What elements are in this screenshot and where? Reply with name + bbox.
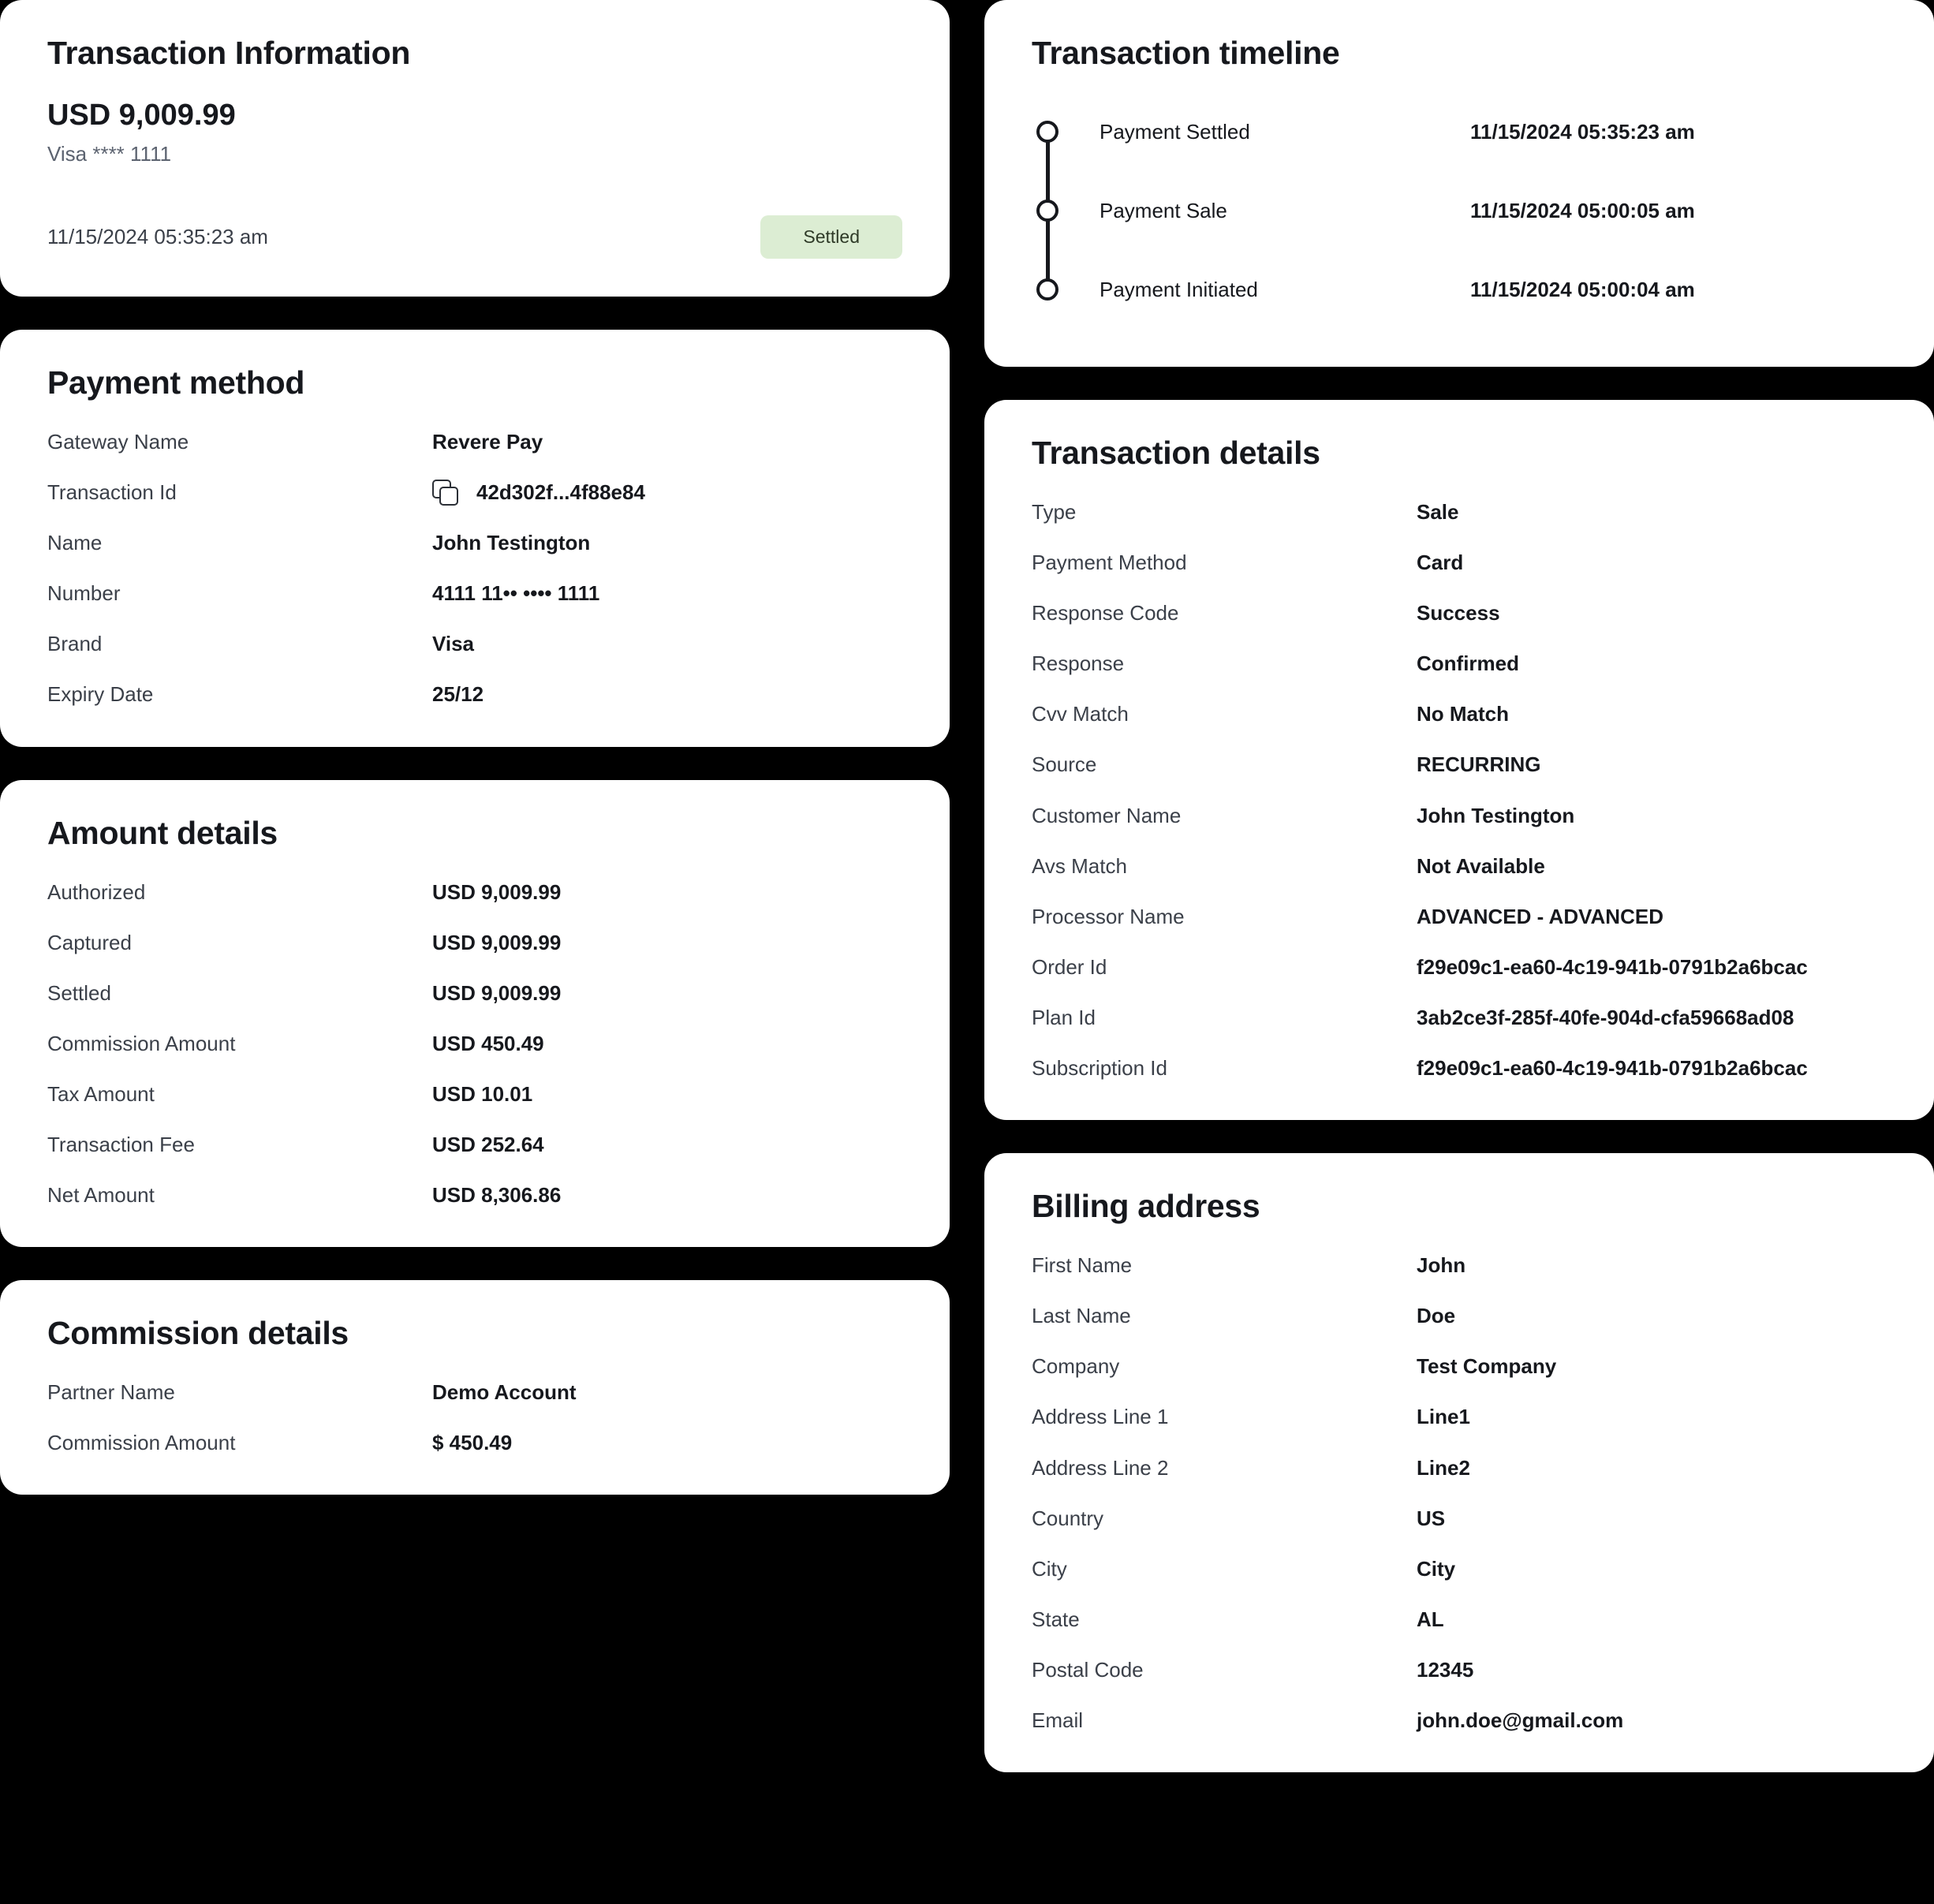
- detail-value: Doe: [1417, 1304, 1456, 1328]
- transaction-information-card: [0, 0, 950, 297]
- timeline-event-time: 11/15/2024 05:00:04 am: [1470, 277, 1695, 301]
- detail-row: [1032, 903, 1887, 931]
- detail-label: Avs Match: [1032, 853, 1127, 878]
- timeline-event-label: Payment Sale: [1100, 198, 1227, 222]
- detail-label: Company: [1032, 1354, 1120, 1379]
- detail-label: Cvv Match: [1032, 702, 1129, 726]
- detail-label: Net Amount: [47, 1183, 155, 1208]
- detail-value: 12345: [1417, 1657, 1474, 1682]
- detail-row: [47, 529, 902, 557]
- detail-value: Card: [1417, 551, 1464, 575]
- timeline-event: [1036, 92, 1887, 171]
- detail-label: First Name: [1032, 1253, 1133, 1278]
- detail-label: Payment Method: [1032, 551, 1187, 575]
- transaction-date: 11/15/2024 05:35:23 am: [47, 225, 268, 248]
- detail-label: Expiry Date: [47, 682, 154, 707]
- detail-row: [1032, 1505, 1887, 1533]
- detail-row: [47, 879, 902, 906]
- transaction-id-value: 42d302f...4f88e84: [476, 480, 645, 505]
- detail-row: [47, 1182, 902, 1209]
- detail-row: [1032, 1555, 1887, 1583]
- left-column: [0, 0, 950, 1528]
- detail-label: Processor Name: [1032, 904, 1185, 928]
- detail-row: [47, 980, 902, 1007]
- detail-row: [1032, 1403, 1887, 1431]
- detail-label: Captured: [47, 930, 132, 954]
- detail-value: City: [1417, 1556, 1456, 1581]
- detail-row: [1032, 1302, 1887, 1330]
- detail-row: [47, 929, 902, 957]
- detail-row: [1032, 599, 1887, 627]
- transaction-card-mask: Visa **** 1111: [47, 142, 172, 166]
- commission-details-title: Commission details: [47, 1315, 349, 1352]
- detail-label: Last Name: [1032, 1304, 1131, 1328]
- detail-value: USD 8,306.86: [432, 1183, 562, 1208]
- payment-method-title: Payment method: [47, 364, 305, 401]
- transaction-information-footer: [47, 215, 902, 259]
- commission-details-rows: [47, 1379, 902, 1457]
- detail-row: [47, 1131, 902, 1159]
- timeline-event-time: 11/15/2024 05:00:05 am: [1470, 198, 1695, 222]
- detail-value: USD 9,009.99: [432, 879, 562, 904]
- billing-address-title: Billing address: [1032, 1188, 1260, 1225]
- detail-label: Number: [47, 581, 121, 606]
- detail-label: Settled: [47, 980, 111, 1005]
- detail-row: [1032, 650, 1887, 678]
- detail-value: Not Available: [1417, 853, 1545, 878]
- status-badge: Settled: [760, 215, 902, 259]
- detail-value: Test Company: [1417, 1354, 1557, 1379]
- detail-row: [47, 1030, 902, 1058]
- detail-value: [432, 479, 645, 506]
- detail-row: [1032, 751, 1887, 778]
- detail-value: Sale: [1417, 500, 1459, 524]
- timeline-event: [1036, 250, 1887, 329]
- detail-value: 4111 11•• •••• 1111: [432, 581, 600, 606]
- detail-label: Address Line 2: [1032, 1455, 1169, 1480]
- timeline-connector: [1046, 132, 1050, 211]
- detail-label: State: [1032, 1607, 1080, 1631]
- billing-address-rows: [1032, 1252, 1887, 1734]
- detail-label: Response: [1032, 651, 1125, 676]
- detail-row: [47, 630, 902, 658]
- timeline-event-label: Payment Settled: [1100, 119, 1250, 144]
- transaction-details-title: Transaction details: [1032, 435, 1320, 471]
- detail-row: [1032, 1252, 1887, 1279]
- detail-row: [1032, 1707, 1887, 1734]
- detail-label: Gateway Name: [47, 430, 189, 454]
- detail-label: Name: [47, 531, 103, 555]
- detail-row: [1032, 549, 1887, 577]
- timeline-connector: [1046, 211, 1050, 289]
- detail-label: Subscription Id: [1032, 1056, 1167, 1081]
- transaction-details-card: [984, 400, 1934, 1120]
- detail-row: [1032, 498, 1887, 526]
- detail-label: City: [1032, 1556, 1067, 1581]
- timeline: [1032, 92, 1887, 329]
- detail-value: john.doe@gmail.com: [1417, 1708, 1624, 1732]
- detail-label: Commission Amount: [47, 1031, 236, 1055]
- detail-value: John Testington: [432, 531, 591, 555]
- transaction-timeline-card: [984, 0, 1934, 367]
- detail-label: Tax Amount: [47, 1081, 155, 1106]
- transaction-information-title: Transaction Information: [47, 35, 411, 71]
- detail-row: [1032, 1353, 1887, 1380]
- timeline-event-label: Payment Initiated: [1100, 277, 1258, 301]
- timeline-event-time: 11/15/2024 05:35:23 am: [1470, 119, 1695, 144]
- detail-value: $ 450.49: [432, 1431, 513, 1455]
- detail-row: [47, 1379, 902, 1406]
- detail-value: Demo Account: [432, 1380, 577, 1405]
- detail-row: [47, 428, 902, 456]
- detail-row: [1032, 700, 1887, 728]
- detail-label: Address Line 1: [1032, 1405, 1169, 1429]
- detail-label: Transaction Id: [47, 480, 177, 505]
- detail-value: Confirmed: [1417, 651, 1519, 676]
- detail-value: Line1: [1417, 1405, 1470, 1429]
- detail-label: Postal Code: [1032, 1657, 1144, 1682]
- commission-details-card: [0, 1280, 950, 1495]
- detail-row: [1032, 954, 1887, 981]
- detail-label: Order Id: [1032, 954, 1107, 979]
- detail-label: Email: [1032, 1708, 1084, 1732]
- detail-value: USD 9,009.99: [432, 980, 562, 1005]
- detail-value: USD 10.01: [432, 1081, 533, 1106]
- transaction-details-rows: [1032, 498, 1887, 1082]
- detail-row: [1032, 802, 1887, 830]
- detail-row: [1032, 1055, 1887, 1082]
- detail-value: USD 9,009.99: [432, 930, 562, 954]
- detail-value: f29e09c1-ea60-4c19-941b-0791b2a6bcac: [1417, 1056, 1808, 1081]
- detail-value: No Match: [1417, 702, 1509, 726]
- detail-row: [47, 681, 902, 708]
- detail-label: Country: [1032, 1506, 1104, 1530]
- detail-label: Source: [1032, 752, 1097, 777]
- detail-value: US: [1417, 1506, 1446, 1530]
- timeline-event: [1036, 171, 1887, 250]
- detail-value: AL: [1417, 1607, 1444, 1631]
- detail-value: Visa: [432, 632, 475, 656]
- detail-value: USD 252.64: [432, 1133, 544, 1157]
- detail-value: f29e09c1-ea60-4c19-941b-0791b2a6bcac: [1417, 954, 1808, 979]
- detail-label: Partner Name: [47, 1380, 175, 1405]
- copy-icon[interactable]: [432, 480, 459, 506]
- detail-label: Plan Id: [1032, 1005, 1096, 1029]
- detail-row: [47, 1429, 902, 1457]
- detail-label: Commission Amount: [47, 1431, 236, 1455]
- detail-value: John: [1417, 1253, 1466, 1278]
- detail-value: RECURRING: [1417, 752, 1541, 777]
- detail-row: [47, 580, 902, 607]
- detail-value: Success: [1417, 601, 1500, 625]
- detail-label: Customer Name: [1032, 803, 1182, 827]
- amount-details-title: Amount details: [47, 814, 278, 851]
- billing-address-card: [984, 1153, 1934, 1772]
- right-column: [984, 0, 1934, 1805]
- detail-label: Type: [1032, 500, 1077, 524]
- detail-label: Authorized: [47, 879, 146, 904]
- detail-value: 25/12: [432, 682, 484, 707]
- detail-label: Brand: [47, 632, 103, 656]
- detail-value: ADVANCED - ADVANCED: [1417, 904, 1663, 928]
- detail-value: Revere Pay: [432, 430, 543, 454]
- transaction-amount: USD 9,009.99: [47, 99, 236, 132]
- detail-row: [47, 479, 902, 506]
- detail-value: USD 450.49: [432, 1031, 544, 1055]
- detail-label: Transaction Fee: [47, 1133, 195, 1157]
- detail-label: Response Code: [1032, 601, 1179, 625]
- detail-value: Line2: [1417, 1455, 1470, 1480]
- detail-row: [1032, 853, 1887, 880]
- amount-details-rows: [47, 879, 902, 1210]
- detail-value: John Testington: [1417, 803, 1575, 827]
- detail-row: [1032, 1606, 1887, 1633]
- detail-value: 3ab2ce3f-285f-40fe-904d-cfa59668ad08: [1417, 1005, 1794, 1029]
- timeline-dot-icon: [1036, 278, 1058, 301]
- transaction-timeline-title: Transaction timeline: [1032, 35, 1340, 71]
- timeline-dot-icon: [1036, 200, 1058, 222]
- detail-row: [1032, 1454, 1887, 1482]
- detail-row: [1032, 1656, 1887, 1684]
- payment-method-rows: [47, 428, 902, 709]
- timeline-dot-icon: [1036, 121, 1058, 143]
- detail-row: [1032, 1004, 1887, 1032]
- payment-method-card: [0, 330, 950, 747]
- amount-details-card: [0, 780, 950, 1248]
- detail-row: [47, 1081, 902, 1108]
